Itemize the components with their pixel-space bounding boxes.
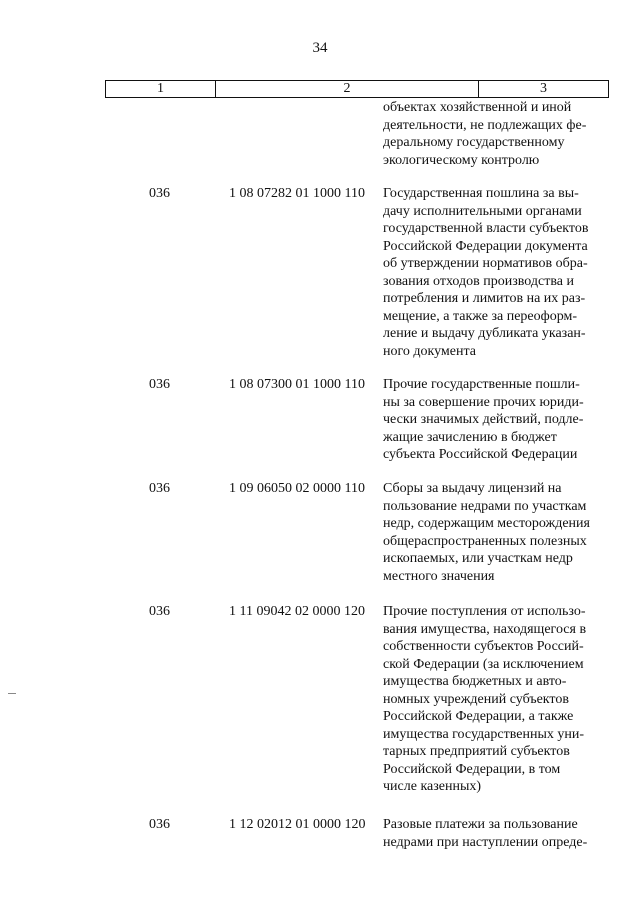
description-line: местного значения — [383, 568, 495, 584]
description-line: экологическому контролю — [383, 152, 540, 168]
description-line: Российской Федерации, в том — [383, 761, 561, 777]
continued-description — [383, 99, 608, 169]
scan-margin-mark — [8, 693, 16, 694]
description-line: имущества бюджетных и авто- — [383, 674, 567, 689]
description-line: имущества государственных уни- — [383, 726, 585, 742]
description-line: ного документа — [383, 343, 476, 359]
budget-classification-code: 1 12 02012 01 0000 120 — [229, 817, 366, 832]
table-header — [105, 80, 609, 98]
description-line: собственности субъектов Россий- — [383, 639, 584, 654]
description-line: тарных предприятий субъектов — [383, 744, 570, 759]
revenue-description — [383, 603, 608, 796]
description-line: дачу исполнительными органами — [383, 203, 582, 219]
admin-code: 036 — [149, 817, 170, 832]
description-line: Разовые платежи за пользование — [383, 817, 578, 832]
description-line: ской Федерации (за исключением — [383, 656, 584, 672]
description-line: деральному государственному — [383, 135, 565, 150]
description-line: ны за совершение прочих юриди- — [383, 394, 584, 410]
description-line: жащие зачислению в бюджет — [383, 429, 557, 445]
description-line: пользование недрами по участкам — [383, 498, 587, 514]
description-line: Российской Федерации, а также — [383, 709, 574, 724]
description-line: чески значимых действий, подле- — [383, 412, 584, 427]
budget-classification-code: 1 08 07300 01 1000 110 — [229, 377, 365, 392]
revenue-description — [383, 816, 608, 851]
admin-code: 036 — [149, 186, 170, 201]
revenue-description — [383, 376, 608, 464]
description-line: Прочие государственные пошли- — [383, 377, 580, 392]
description-line: Прочие поступления от использо- — [383, 604, 586, 619]
description-line: общераспространенных полезных — [383, 533, 587, 549]
description-line: об утверждении нормативов обра- — [383, 256, 588, 271]
admin-code: 036 — [149, 481, 170, 496]
description-line: ление и выдачу дубликата указан- — [383, 326, 586, 341]
description-line: субъекта Российской Федерации — [383, 447, 578, 462]
description-line: государственной власти субъектов — [383, 221, 589, 236]
revenue-description — [383, 185, 608, 360]
description-line: потребления и лимитов на их раз- — [383, 291, 586, 306]
page-number: 34 — [312, 40, 328, 56]
description-line: числе казенных) — [383, 779, 482, 794]
column-header-2: 2 — [216, 81, 479, 97]
admin-code: 036 — [149, 377, 170, 392]
description-line: Сборы за выдачу лицензий на — [383, 481, 562, 496]
description-line: мещение, а также за переоформ- — [383, 308, 578, 324]
description-line: деятельности, не подлежащих фе- — [383, 117, 587, 133]
budget-classification-code: 1 08 07282 01 1000 110 — [229, 186, 365, 201]
revenue-description — [383, 480, 608, 585]
description-line: объектах хозяйственной и иной — [383, 100, 572, 115]
budget-classification-code: 1 09 06050 02 0000 110 — [229, 481, 365, 496]
description-line: зования отходов производства и — [383, 273, 574, 289]
description-line: номных учреждений субъектов — [383, 691, 569, 707]
description-line: Российской Федерации документа — [383, 238, 588, 254]
description-line: вания имущества, находящегося в — [383, 621, 587, 637]
budget-classification-code: 1 11 09042 02 0000 120 — [229, 604, 365, 619]
description-line: недр, содержащим месторождения — [383, 516, 590, 531]
description-line: Государственная пошлина за вы- — [383, 186, 579, 201]
column-header-3: 3 — [540, 81, 547, 96]
description-line: недрами при наступлении опреде- — [383, 834, 588, 850]
column-header-1: 1 — [106, 81, 216, 97]
admin-code: 036 — [149, 604, 170, 619]
description-line: ископаемых, или участкам недр — [383, 551, 573, 566]
